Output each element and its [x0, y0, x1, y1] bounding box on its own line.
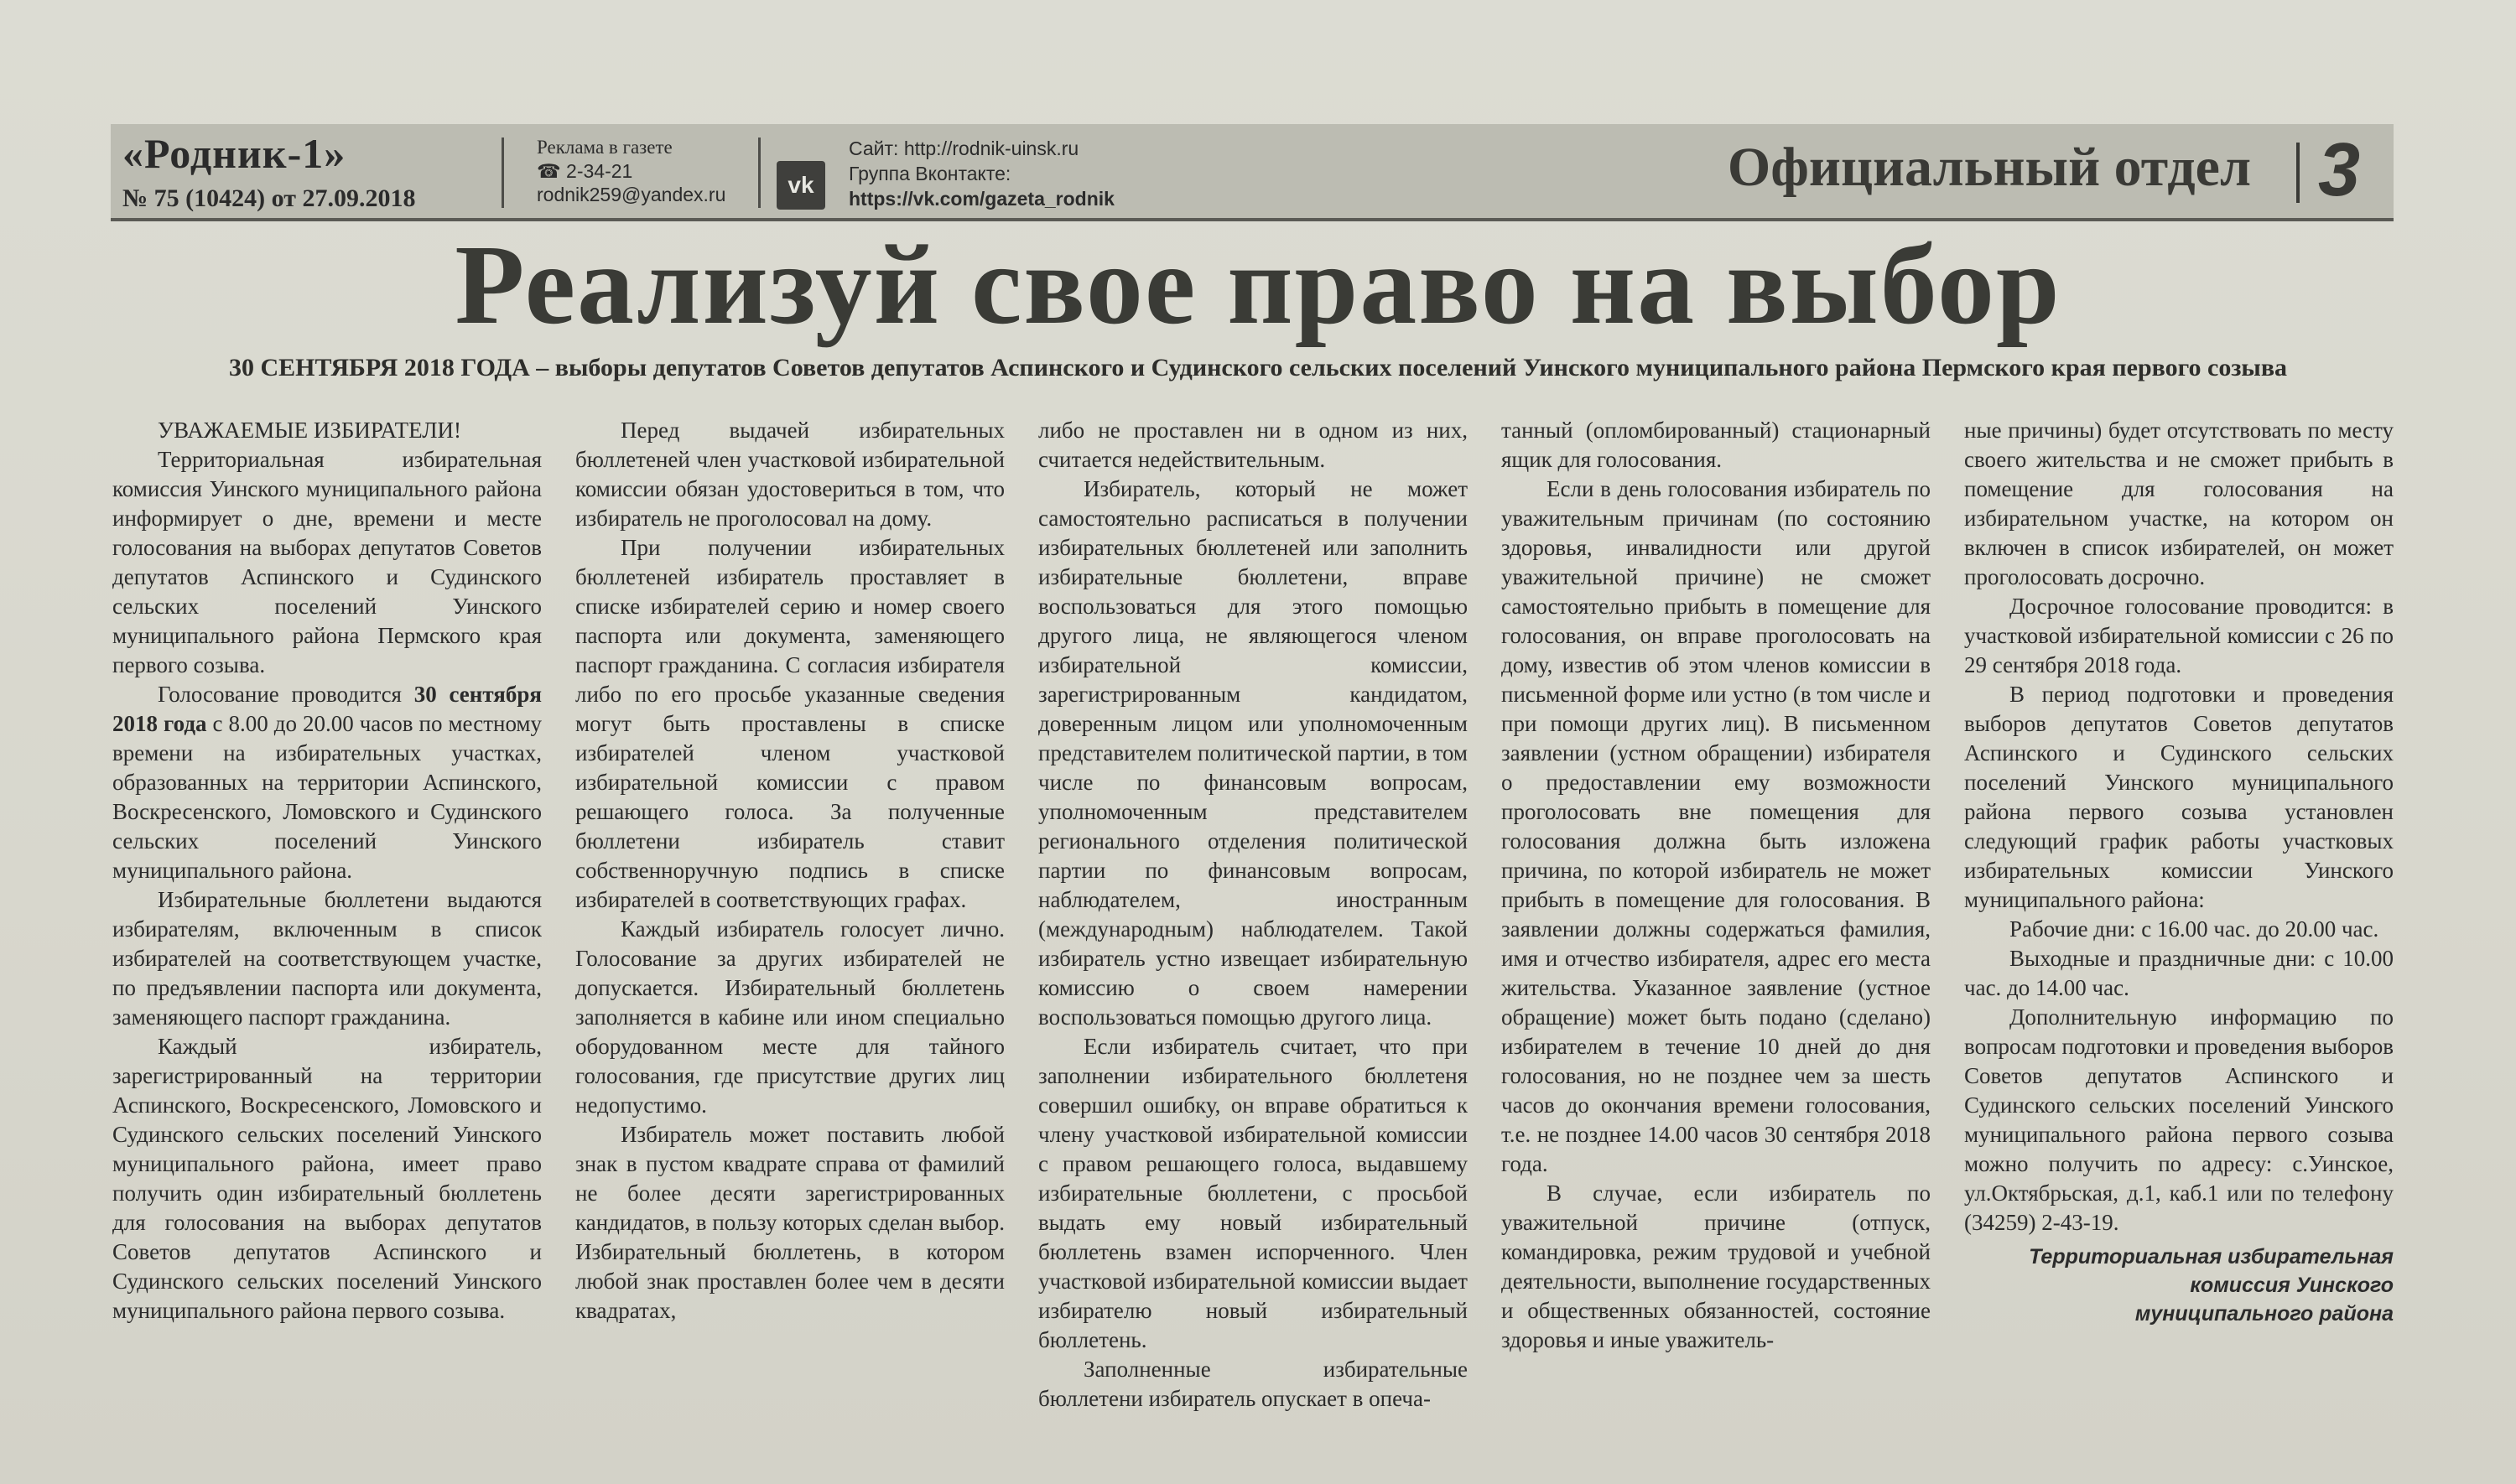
article-column-4 [1501, 416, 1931, 1355]
site-url: Сайт: http://rodnik-uinsk.ru [849, 138, 1079, 159]
paragraph: Территориальная избирательная комиссия Уинского муниципального района информирует о дне, времени и месте голосования на выборах депутатов Советов депутатов Аспинского и Судинского сельских поселений Уинского муниципального района Пермского края первого созыва. [112, 447, 542, 677]
paragraph [112, 680, 542, 885]
header-divider [502, 138, 504, 208]
article-column-3 [1038, 416, 1468, 1414]
article-headline: Реализуй свое право на выбор [455, 222, 2061, 348]
issue-number: № 75 (10424) от 27.09.2018 [122, 184, 416, 212]
site-info [849, 136, 1115, 211]
header-divider [758, 138, 761, 208]
ads-title: Реклама в газете [537, 137, 673, 158]
paragraph: Если избиратель считает, что при заполнении избирательного бюллетеня совершил ошибку, он вправе обратиться к члену участковой избирательной комиссии с правом решающего голоса, выдавшему избирательные бюллетени, с просьбой выдать ему новый избирательный бюллетень взамен испорченного. Член участковой избирательной комиссии выдает избирателю новый избирательный бюллетень. [1038, 1034, 1468, 1352]
ads-phone: ☎ 2-34-21 [537, 160, 633, 182]
page-number: 3 [2317, 128, 2360, 212]
ads-email: rodnik259@yandex.ru [537, 184, 726, 205]
paper-masthead [122, 129, 415, 213]
section-title: Официальный отдел [1727, 137, 2251, 198]
article-column-2 [575, 416, 1005, 1326]
paragraph: Избиратель, который не может самостоятельно расписаться в получении избирательных бюллетеней или заполнить избирательные бюллетени, вправе воспользоваться для этого помощью другого лица, не являющегося членом избирательной комиссии, зарегистрированным кандидатом, доверенным лицом или уполномоченным представителем политической партии, в том числе по финансовым вопросам, уполномоченным представителем регионального отделения политической партии по финансовым вопросам, наблюдателем, иностранным (международным) наблюдателем. Такой избиратель устно извещает избирательную комиссию о своем намерении воспользоваться помощью другого лица. [1038, 476, 1468, 1030]
greeting: УВАЖАЕМЫЕ ИЗБИРАТЕЛИ! [158, 418, 462, 443]
page-number-divider [2296, 143, 2300, 203]
paragraph: ные причины) будет отсутствовать по месту своего жительства и не сможет прибыть в помещение для голосования на избирательном участке, на котором он включен в список избирателей, он может проголосовать досрочно. [1964, 418, 2394, 589]
paragraph: Рабочие дни: с 16.00 час. до 20.00 час. [2009, 916, 2379, 942]
paragraph: танный (опломбированный) стационарный ящик для голосования. [1501, 418, 1931, 472]
paragraph: Перед выдачей избирательных бюллетеней член участковой избирательной комиссии обязан удостовериться в том, что избиратель не проголосовал на дому. [575, 418, 1005, 531]
paragraph: В случае, если избиратель по уважительной причине (отпуск, командировка, режим трудовой и учебной деятельности, выполнение государственных и общественных обязанностей, состояние здоровья и иные уважитель- [1501, 1180, 1931, 1352]
article-column-1 [112, 416, 542, 1326]
paragraph-text: Голосование проводится [158, 682, 414, 707]
paragraph: Досрочное голосование проводится: в участковой избирательной комиссии с 26 по 29 сентября 2018 года. [1964, 594, 2394, 677]
paragraph: Выходные и праздничные дни: с 10.00 час. до 14.00 час. [1964, 946, 2394, 1000]
paragraph: В период подготовки и проведения выборов депутатов Советов депутатов Аспинского и Судинского сельских поселений Уинского муниципального района первого созыва установлен следующий график работы участковых избирательных комиссии Уинского муниципального района: [1964, 682, 2394, 912]
vk-url: https://vk.com/gazeta_rodnik [849, 188, 1115, 210]
paper-name: «Родник-1» [122, 130, 346, 177]
vk-group-label: Группа Вконтакте: [849, 163, 1011, 184]
paragraph: При получении избирательных бюллетеней избиратель проставляет в списке избирателей серию и номер своего паспорта или документа, заменяющего паспорт гражданина. С согласия избирателя либо по его просьбе указанные сведения могут быть проставлены в списке избирателей членом участковой избирательной комиссии с правом решающего голоса. За полученные бюллетени избиратель ставит собственноручную подпись в списке избирателей в соответствующих графах. [575, 535, 1005, 912]
signature-block [1964, 1243, 2394, 1328]
paragraph: либо не проставлен ни в одном из них, считается недействительным. [1038, 418, 1468, 472]
voting-date: 30 сентября 2018 года [112, 682, 542, 736]
paragraph: Заполненные избирательные бюллетени избиратель опускает в опеча- [1038, 1357, 1468, 1411]
signature-line: муниципального района [2134, 1302, 2394, 1326]
vk-icon: vk [777, 161, 825, 210]
paragraph: Избиратель может поставить любой знак в пустом квадрате справа от фамилий не более десяти зарегистрированных кандидатов, в пользу которых сделан выбор. Избирательный бюллетень, в котором любой знак проставлен более чем в десяти квадратах, [575, 1122, 1005, 1323]
paragraph: Если в день голосования избиратель по уважительным причинам (по состоянию здоровья, инвалидности или другой уважительной причине) не сможет самостоятельно прибыть в помещение для голосования, он вправе проголосовать на дому, известив об этом членов комиссии в письменной форме или устно (в том числе и при помощи других лиц). В письменном заявлении (устном обращении) избирателя о предоставлении ему возможности проголосовать вне помещения для голосования должна быть изложена причина, по которой избиратель не может прибыть в помещение для голосования. В заявлении должны содержаться фамилия, имя и отчество избирателя, адрес его места жительства. Указанное заявление (устное обращение) может быть подано (сделано) избирателем в течение 10 дней до дня голосования, но не позднее чем за шесть часов до окончания времени голосования, т.е. не позднее 14.00 часов 30 сентября 2018 года. [1501, 476, 1931, 1176]
paragraph: Дополнительную информацию по вопросам подготовки и проведения выборов Советов депутатов Аспинского и Судинского сельских поселений Уинского муниципального района первого созыва можно получить по адресу: с.Уинское, ул.Октябрьская, д.1, каб.1 или по телефону (34259) 2-43-19. [1964, 1004, 2394, 1235]
signature-line: комиссия Уинского [2190, 1274, 2394, 1297]
paragraph: Избирательные бюллетени выдаются избирателям, включенным в список избирателей на соответствующем участке, по предъявлении паспорта или документа, заменяющего паспорт гражданина. [112, 887, 542, 1030]
paragraph: Каждый избиратель, зарегистрированный на территории Аспинского, Воскресенского, Ломовского и Судинского сельских поселений Уинского муниципального района, имеет право получить один избирательный бюллетень для голосования на выборах депутатов Советов депутатов Аспинского и Судинского сельских поселений Уинского муниципального района первого созыва. [112, 1034, 542, 1323]
paragraph: Каждый избиратель голосует лично. Голосование за других избирателей не допускается. Избирательный бюллетень заполняется в кабине или ином специально оборудованном месте для тайного голосования, где присутствие других лиц недопустимо. [575, 916, 1005, 1118]
page-header-bar [111, 124, 2394, 221]
article-column-5 [1964, 416, 2394, 1328]
paragraph-text: с 8.00 до 20.00 часов по местному времени на избирательных участках, образованных на территории Аспинского, Воскресенского, Ломовского и Судинского сельских поселений Уинского муниципального района. [112, 711, 543, 883]
ads-contacts [537, 136, 725, 206]
article-subheadline: 30 СЕНТЯБРЯ 2018 ГОДА – выборы депутатов Советов депутатов Аспинского и Судинского сельских поселений Уинского муниципального района Пермского края первого созыва [228, 354, 2288, 381]
signature-line: Территориальная избирательная [2029, 1245, 2394, 1269]
